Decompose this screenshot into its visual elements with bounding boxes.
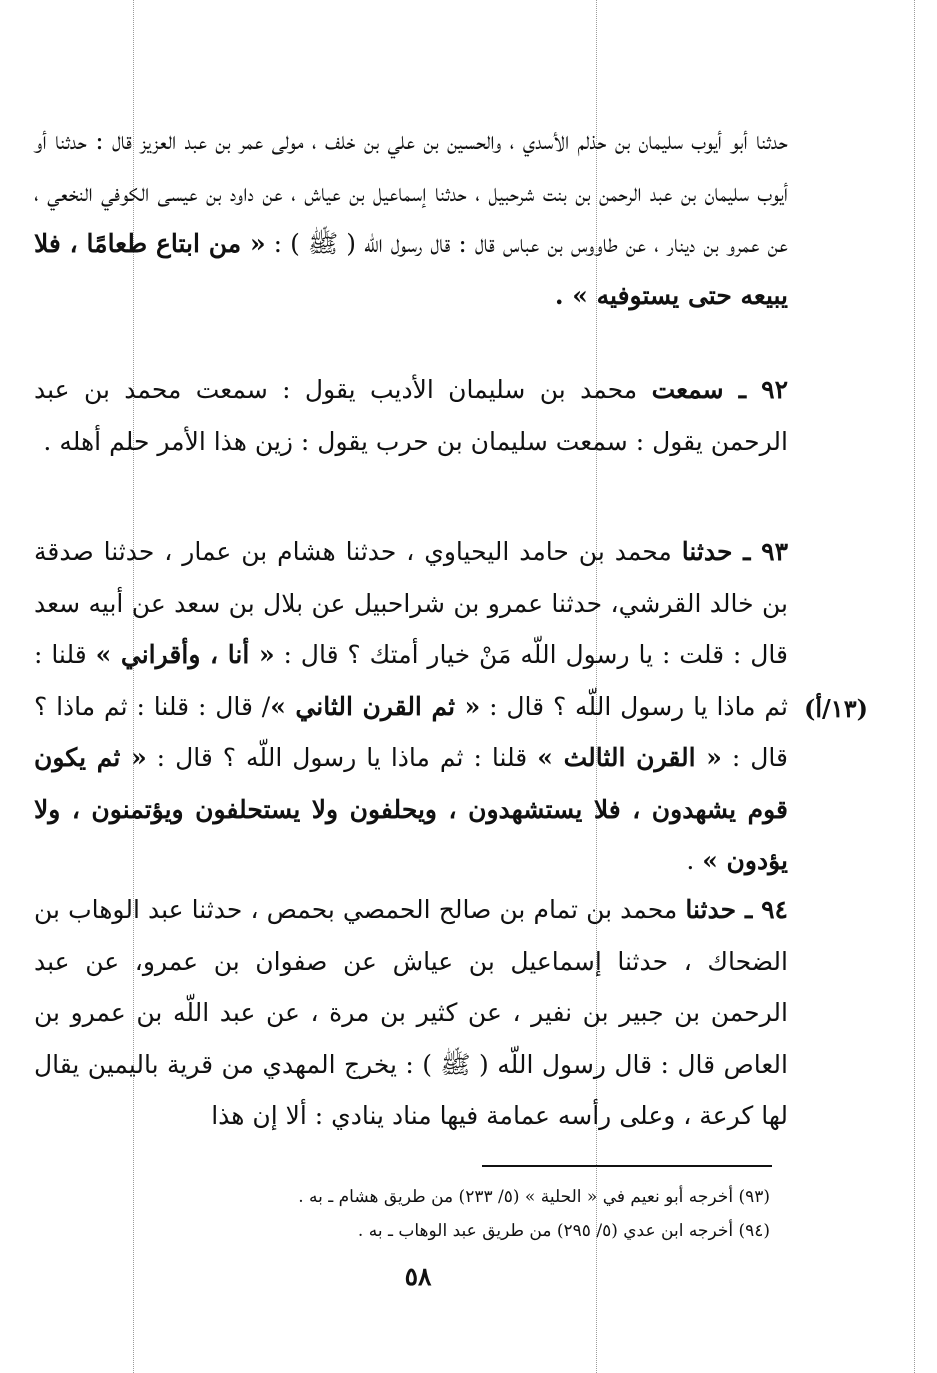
hadith-93-quote-1: « أنا ، وأقراني » [95,640,275,669]
scan-guide-line [914,0,915,1373]
hadith-92-text: محمد بن سليمان الأديب يقول : سمعت محمد بن عبد الرحمن يقول : سمعت سليمان بن حرب يقول : زين هذا الأمر حلم أهله . [34,375,788,456]
hadith-94-number: ٩٤ ـ حدثنا [685,895,788,924]
hadith-93-quote-2: « ثم القرن الثاني » [270,691,481,721]
page-number: ٥٨ [404,1262,432,1291]
footnote-93: (٩٣) أخرجه أبو نعيم في « الحلية » (٥/ ٢٣٣) من طريق هشام ـ به . [298,1187,770,1207]
hadith-92-number: ٩٢ ـ سمعت [651,375,788,404]
hadith-94-paragraph [34,884,788,1142]
hadith-93-quote-4: « ثم يكون قوم يشهدون ، فلا يستشهدون ، ويحلفون ولا يستحلفون ويؤتمنون ، ولا يؤدون » [34,743,788,875]
intro-hadith-quote: « من ابتاع طعامًا ، فلا يبيعه حتى يستوفيه » . [34,229,788,310]
hadith-93-number: ٩٣ ـ حدثنا [681,537,789,566]
manuscript-folio-reference: (١٣/أ) [804,694,868,723]
footnotes [180,1180,770,1248]
footnote-94: (٩٤) أخرجه ابن عدي (٥/ ٢٩٥) من طريق عبد الوهاب ـ به . [357,1221,770,1241]
footnote-separator [482,1165,772,1167]
hadith-93-text-5: . [686,846,703,875]
hadith-93-text-2: قلنا : ثم ماذا يا رسول اللّه ؟ قال : [34,640,789,721]
intro-paragraph [34,115,788,321]
hadith-94-text: محمد بن تمام بن صالح الحمصي بحمص ، حدثنا عبد الوهاب بن الضحاك ، حدثنا إسماعيل بن عياش عن صفوان بن عمرو، عن عبد الرحمن بن جبير بن نفير ، عن كثير بن مرة ، عن عبد اللّه بن عمرو بن العاص قال : قال رسول اللّه ( ﷺ ) : يخرج المهدي من قرية باليمين يقال لها كرعة ، وعلى رأسه عمامة فيها مناد ينادي : ألا إن هذا [34,895,788,1130]
intro-text: حدثنا أبو أيوب سليمان بن حذلم الأسدي ، والحسين بن علي بن خلف ، مولى عمر بن عبد العزيز قال : حدثنا أو أيوب سليمان بن عبد الرحمن بن بنت شرحبيل ، حدثنا إسماعيل بن عياش ، عن داود بن عيسى الكوفي النخعي ، عن عمرو بن دينار ، عن طاووس بن عباس قال : قال رسول اللّه ( ﷺ ) : [34,126,788,258]
hadith-93-text-1: محمد بن حامد اليحياوي ، حدثنا هشام بن عمار ، حدثنا صدقة بن خالد القرشي، حدثنا عمرو بن شراحبيل عن بلال بن سعد عن أبيه سعد قال : قلت : يا رسول اللّه مَنْ خيار أمتك ؟ قال : [34,537,788,669]
hadith-93-paragraph [34,526,788,887]
hadith-93-text-3: / قال : قلنا : ثم ماذا ؟ قال : [34,691,788,772]
hadith-93-text-4: قلنا : ثم ماذا يا رسول اللّه ؟ قال : [146,743,538,772]
hadith-93-quote-3: « القرن الثالث » [537,743,722,772]
hadith-92-paragraph [34,364,788,467]
